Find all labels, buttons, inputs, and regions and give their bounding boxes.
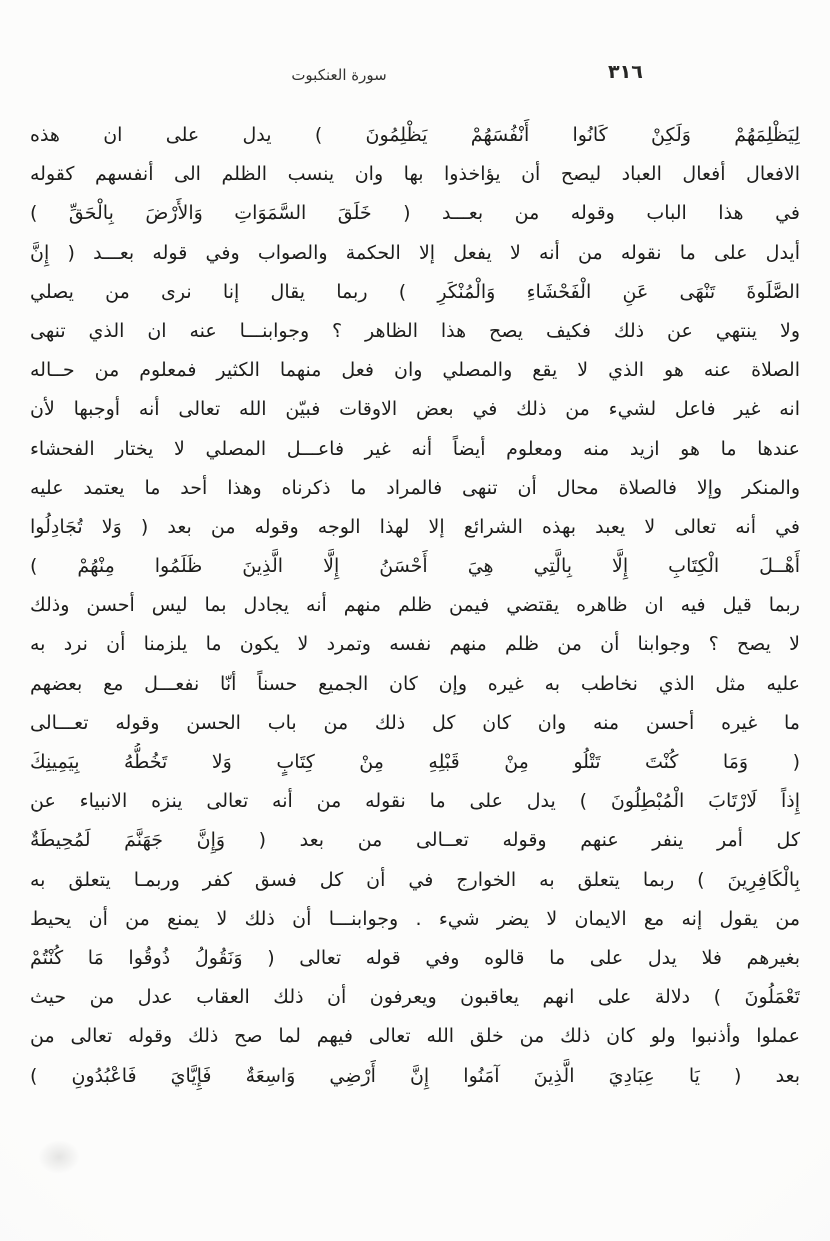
text-line: عندها ما هو ازيد منه ومعلوم أيضاً أنه غير فاعـــل المصلي لا يختار الفحشاء [30,437,800,460]
text-line: والمنكر وإلا فالصلاة محال أن تنهى فالمراد ما ذكرناه وهذا أحد ما يعتمد عليه [30,476,800,499]
text-line: في أنه تعالى لا يعبد بهذه الشرائع إلا لهذا الوجه وقوله من بعد ( وَلا تُجَادِلُوا [30,515,800,538]
text-line: بِالْكَافِرِينَ ) ربما يتعلق به الخوارج في أن كل فسق كفر وربمـا يتعلق به [30,868,800,891]
body-text [30,116,800,1096]
text-line: في هذا الباب وقوله من بعـــد ( خَلَقَ السَّمَوَاتِ وَالأَرْضَ بِالْحَقِّ ) [30,202,800,225]
text-line: عملوا وأذنبوا ولو كان ذلك من خلق الله تعالى فيهم لما صح ذلك وقوله تعالى من [30,1025,800,1048]
text-line: عليه مثل الذي نخاطب به غيره وإن كان الجميع حسناً أنّا نفعـــل مع بعضهم [30,672,800,695]
text-line: الصَّلَوةَ تَنْهَى عَنِ الْفَحْشَاءِ وَالْمُنْكَرِ ) ربما يقال إنا نرى من يصلي [30,280,800,303]
text-line: بعد ( يَا عِبَادِيَ الَّذِينَ آمَنُوا إِنَّ أَرْضِي وَاسِعَةٌ فَإِيَّايَ فَاعْبُدُونِ ) [30,1064,800,1087]
text-line: ( وَمَا كُنْتَ تَتْلُو مِنْ قَبْلِهِ مِنْ كِتَابٍ وَلا تَخُطُّهُ بِيَمِينِكَ [30,751,800,773]
text-line: بغيرهم فلا يدل على ما قالوه وفي قوله تعالى ( وَنَقُولُ ذُوقُوا مَا كُنْتُمْ [30,946,800,969]
page-number: ٣١٦ [608,61,643,83]
text-line: إِذاً لَارْتَابَ الْمُبْطِلُونَ ) يدل على ما نقوله من أنه تعالى ينزه الانبياء عن [30,790,800,813]
text-line: الصلاة عنه هو الذي لا يقع والمصلي وان فعل منهما الكثير فمعلوم من حــاله [30,359,800,382]
surah-header-title: سورة العنكبوت [291,66,387,84]
text-line: تَعْمَلُونَ ) دلالة على انهم يعاقبون ويعرفون أن ذلك العقاب عدل من حيث [30,986,800,1009]
text-line: أيدل على ما نقوله من أنه لا يفعل إلا الحكمة والصواب وفي قوله بعـــد ( إِنَّ [30,241,800,264]
text-line: لا يصح ؟ وجوابنا أن من ظلم منهم نفسه وتمرد لا يكون ما يلزمنا أن نرد به [30,633,800,656]
scan-smudge [38,1140,80,1174]
text-line: لِيَظْلِمَهُمْ وَلَكِنْ كَانُوا أَنْفُسَهُمْ يَظْلِمُونَ ) يدل على ان هذه [30,124,800,146]
text-line: ربما قيل فيه ان ظاهره يقتضي فيمن ظلم منهم أنه يجادل بما ليس أحسن وذلك [30,594,800,617]
text-line: انه غير فاعل لشيء من ذلك في بعض الاوقات فبيّن الله تعالى أنه أوجبها لأن [30,398,800,421]
text-line: كل أمر ينفر عنهم وقوله تعــالى من بعد ( وَإِنَّ جَهَنَّمَ لَمُحِيطَةٌ [30,829,800,852]
text-line: ولا ينتهي عن ذلك فكيف يصح هذا الظاهر ؟ وجوابنـــا عنه ان الذي تنهى [30,319,800,342]
text-line: من يقول إنه مع الايمان لا يضر شيء . وجوابنـــا أن ذلك لا يمنع من أن يحيط [30,907,800,930]
text-line: الافعال أفعال العباد ليصح أن يؤاخذوا بها وان ينسب الظلم الى أنفسهم كقوله [30,163,800,186]
text-line: أَهْــلَ الْكِتَابِ إِلَّا بِالَّتِي هِيَ أَحْسَنُ إِلَّا الَّذِينَ ظَلَمُوا مِنْهُمْ ) [30,555,800,578]
text-line: ما غيره أحسن منه وان كان كل ذلك من باب الحسن وقوله تعـــالى [30,711,800,734]
